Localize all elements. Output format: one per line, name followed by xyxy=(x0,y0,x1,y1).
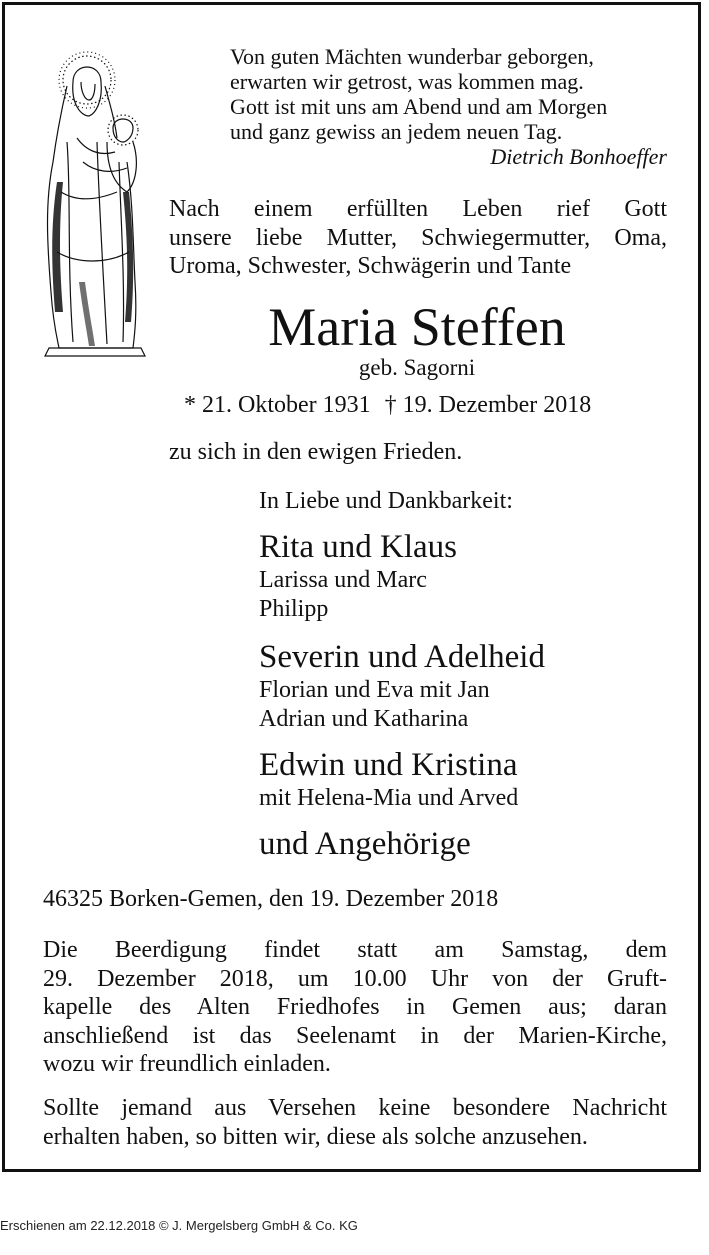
notice-paragraph xyxy=(43,1094,667,1151)
family-head: Severin und Adelheid xyxy=(259,639,545,675)
notice-line: erhalten haben, so bitten wir, diese als solche anzusehen. xyxy=(43,1123,588,1150)
life-dates xyxy=(184,392,591,419)
verse-line: erwarten wir getrost, was kommen mag. xyxy=(230,69,584,94)
funeral-paragraph xyxy=(43,936,667,1079)
verse-block xyxy=(230,44,667,169)
family-member: Florian und Eva mit Jan xyxy=(259,677,490,703)
family-group xyxy=(259,746,679,813)
publication-footer: Erschienen am 22.12.2018 © J. Mergelsberg GmbH & Co. KG xyxy=(0,1218,358,1233)
gratitude-line: In Liebe und Dankbarkeit: xyxy=(259,488,513,514)
intro-paragraph xyxy=(169,195,667,281)
family-member: Philipp xyxy=(259,596,329,622)
peace-line: zu sich in den ewigen Frieden. xyxy=(169,439,463,465)
intro-line: Uroma, Schwester, Schwägerin und Tante xyxy=(169,253,572,279)
funeral-line: anschließend ist das Seelenamt in der Marien-Kirche, xyxy=(43,1022,667,1049)
death-date: † 19. Dezember 2018 xyxy=(384,392,592,418)
deceased-name: Maria Steffen xyxy=(268,297,566,357)
relatives-line xyxy=(259,825,679,863)
maiden-name: geb. Sagorni xyxy=(358,355,476,380)
funeral-line: Die Beerdigung findet statt am Samstag, dem xyxy=(43,937,667,963)
family-member: Larissa und Marc xyxy=(259,567,427,593)
relatives: und Angehörige xyxy=(259,826,471,862)
funeral-line: 29. Dezember 2018, um 10.00 Uhr von der Gruft- xyxy=(43,965,667,992)
intro-line: Nach einem erfüllten Leben rief Gott xyxy=(169,196,667,222)
family-head: Edwin und Kristina xyxy=(259,747,518,783)
verse-line: Von guten Mächten wunderbar geborgen, xyxy=(230,44,594,69)
funeral-line: wozu wir freundlich einladen. xyxy=(43,1051,331,1077)
intro-line: unsere liebe Mutter, Schwiegermutter, Oma, xyxy=(169,224,667,251)
birth-date: * 21. Oktober 1931 xyxy=(184,392,371,418)
family-group xyxy=(259,528,679,624)
funeral-line: kapelle des Alten Friedhofes in Gemen aus; daran xyxy=(43,994,667,1020)
verse-author: Dietrich Bonhoeffer xyxy=(490,144,667,169)
family-member: Adrian und Katharina xyxy=(259,706,469,732)
family-member: mit Helena-Mia und Arved xyxy=(259,785,519,811)
verse-line: Gott ist mit uns am Abend und am Morgen xyxy=(230,94,608,119)
family-group xyxy=(259,638,679,734)
verse-line: und ganz gewiss an jedem neuen Tag. xyxy=(230,119,563,144)
family-head: Rita und Klaus xyxy=(259,529,457,565)
notice-line: Sollte jemand aus Versehen keine besondere Nachricht xyxy=(43,1095,667,1121)
place-date: 46325 Borken-Gemen, den 19. Dezember 2018 xyxy=(43,886,499,912)
